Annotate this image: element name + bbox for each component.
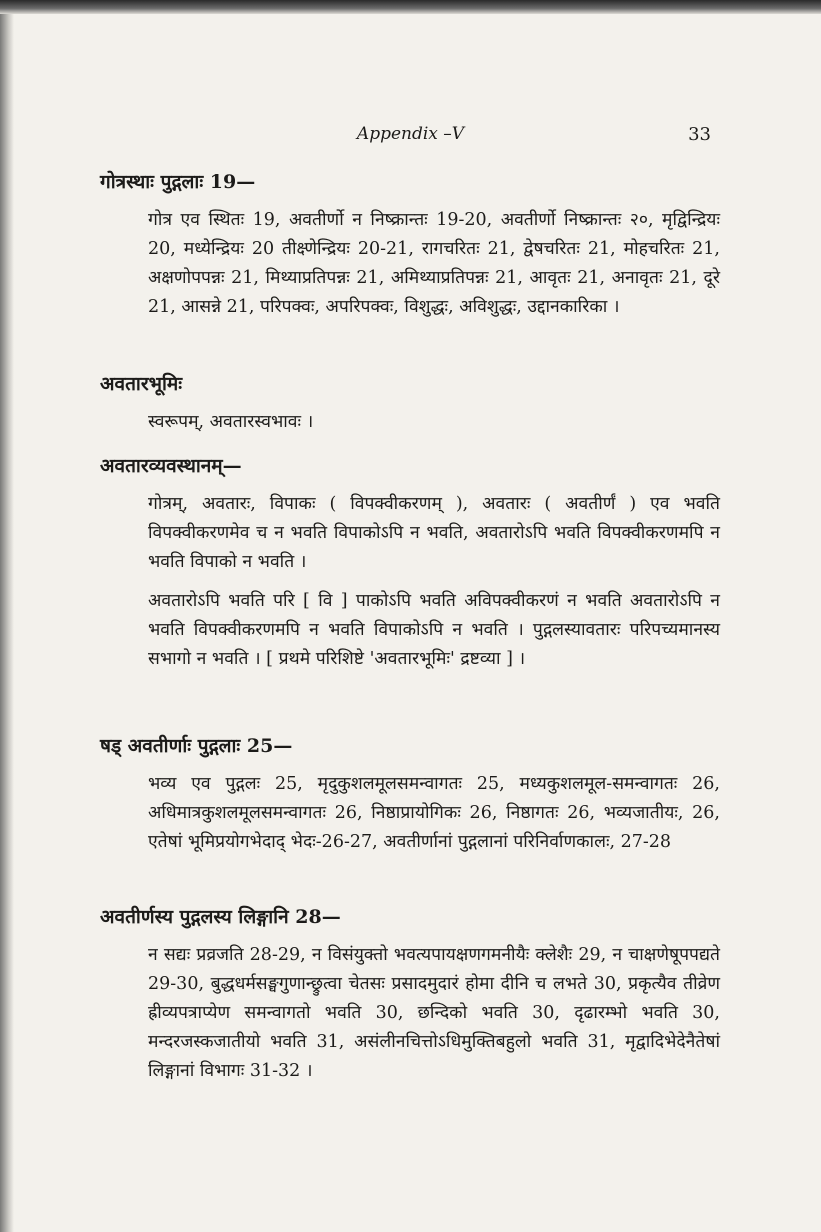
running-head: Appendix –V [356, 124, 465, 144]
section-heading: गोत्रस्थाः पुद्गलाः 19— [100, 171, 256, 193]
section-shad-avatirna [100, 732, 720, 857]
section-paragraph: गोत्रम्, अवतारः, विपाकः ( विपक्वीकरणम् ), अवतारः ( अवतीर्णं ) एव भवति विपक्वीकरणमेव च न भवति विपाकोऽपि न भवति, अवतारोऽपि भवति विपक्वीकरणमपि न भवति विपाको न भवति । [148, 494, 720, 572]
section-lingani [100, 903, 720, 1086]
section-gotrastha [100, 168, 720, 322]
section-heading: अवतीर्णस्य पुद्गलस्य लिङ्गानि 28— [100, 906, 341, 928]
section-heading: अवतारभूमिः [100, 373, 183, 395]
page-number: 33 [688, 124, 711, 145]
section-paragraph: भव्य एव पुद्गलः 25, मृदुकुशलमूलसमन्वागतः 25, मध्यकुशलमूल-समन्वागतः 26, अधिमात्रकुशलमूलसमन्वागतः 26, निष्ठाप्रायोगिकः 26, निष्ठागतः 26, भव्यजातीयः, 26, एतेषां भूमिप्रयोगभेदाद् भेदः-26-27, अवतीर्णानां पुद्गलानां परिनिर्वाणकालः, 27-28 [148, 774, 720, 852]
section-heading: षड् अवतीर्णाः पुद्गलाः 25— [100, 735, 293, 757]
section-avatara-vyavasthana [100, 452, 720, 674]
section-paragraph: अवतारोऽपि भवति परि [ वि ] पाकोऽपि भवति अविपक्वीकरणं न भवति अवतारोऽपि न भवति विपक्वीकरणमपि न भवति विपाकोऽपि न भवति । पुद्गलस्यावतारः परिपच्यमानस्य सभागो न भवति । [ प्रथमे परिशिष्टे 'अवतारभूमिः' द्रष्टव्या ] । [148, 591, 720, 669]
section-heading: अवतारव्यवस्थानम्— [100, 455, 242, 477]
section-paragraph: गोत्र एव स्थितः 19, अवतीर्णो न निष्क्रान्तः 19-20, अवतीर्णो निष्क्रान्तः २०, मृद्विन्द्रियः 20, मध्येन्द्रियः 20 तीक्ष्णेन्द्रियः 20-21, रागचरितः 21, द्वेषचरितः 21, मोहचरितः 21, अक्षणोपपन्नः 21, मिथ्याप्रतिपन्नः 21, अमिथ्याप्रतिपन्नः 21, आवृतः 21, अनावृतः 21, दूरे 21, आसन्ने 21, परिपक्वः, अपरिपक्वः, विशुद्धः, अविशुद्धः, उद्दानकारिका । [148, 210, 720, 317]
section-paragraph: न सद्यः प्रव्रजति 28-29, न विसंयुक्तो भवत्यपायक्षणगमनीयैः क्लेशैः 29, न चाक्षणेषूपपद्यते 29-30, बुद्धधर्मसङ्घगुणान्छ्रुत्वा चेतसः प्रसादमुदारं होमा दीनि च लभते 30, प्रकृत्यैव तीव्रेण ह्रीव्यपत्राप्येण समन्वागतो भवति 30, छन्दिको भवति 30, दृढारम्भो भवति 30, मन्दरजस्कजातीयो भवति 31, असंलीनचित्तोऽधिमुक्तिबहुलो भवति 31, मृद्वादिभेदेनैतेषां लिङ्गानां विभागः 31-32 । [148, 945, 720, 1081]
section-paragraph: स्वरूपम्, अवतारस्वभावः । [148, 412, 314, 432]
section-avatarabhumi [100, 370, 720, 437]
